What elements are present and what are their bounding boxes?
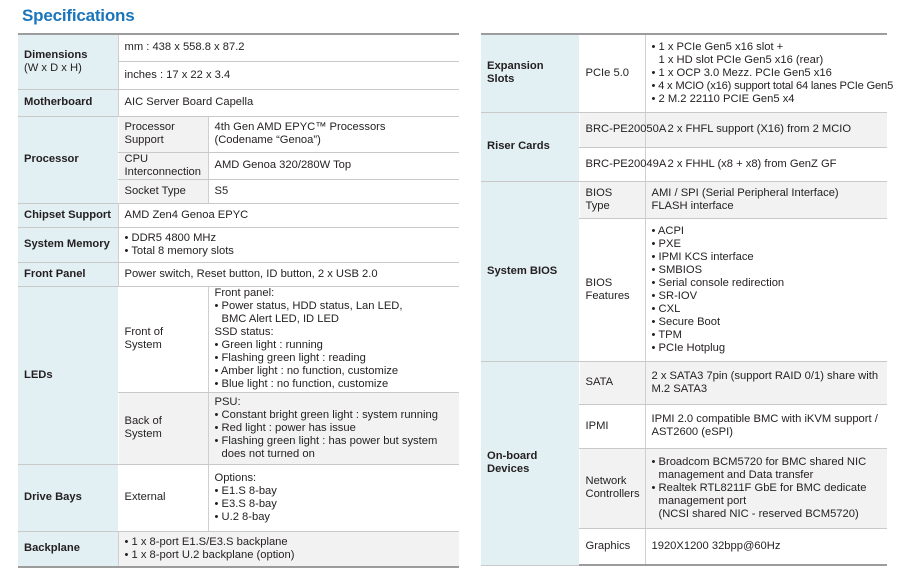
leds-front-line: • Green light : running [214,339,323,351]
leds-back-line: • Constant bright green light : system running [214,408,438,421]
drive-bays-label: Drive Bays [18,464,118,531]
riser-2-model [579,147,667,181]
bios-feature: • Secure Boot [651,315,721,328]
ipmi-label: IPMI [579,404,645,448]
leds-back-value [208,392,459,464]
drive-bays-line: • E3.S 8-bay [214,497,277,510]
expansion-line: 1 x HD slot PCIe Gen5 x16 (rear) [658,53,824,66]
dimensions-label-text: Dimensions [24,48,88,61]
riser-label: Riser Cards [481,112,579,181]
system-memory-value [118,227,459,262]
bios-label: System BIOS [481,181,579,361]
left-spec-table [18,33,459,568]
backplane-label: Backplane [18,531,118,567]
backplane-value [118,531,459,567]
expansion-label: Expansion Slots [481,34,579,112]
chipset-value: AMD Zen4 Genoa EPYC [118,203,459,227]
backplane-line: • 1 x 8-port U.2 backplane (option) [124,548,295,561]
motherboard-value: AIC Server Board Capella [118,89,459,116]
sata-row [481,361,887,404]
leds-front-line: BMC Alert LED, ID LED [221,313,340,325]
ipmi-line: AST2600 (eSPI) [651,426,733,438]
front-panel-value: Power switch, Reset button, ID button, 2 x USB 2.0 [118,262,459,286]
riser-row-1 [481,112,887,147]
front-panel-label: Front Panel [18,262,118,286]
leds-back-label: Back of System [118,392,208,464]
bios-type-value [645,181,887,218]
bios-features-label-line: Features [585,289,630,302]
leds-front-line: • Power status, HDD status, Lan LED, [214,300,403,312]
network-value [645,448,887,528]
cpu-interconnection-value: AMD Genoa 320/280W Top [208,152,459,179]
leds-back-line: does not turned on [221,447,315,460]
leds-front-line: • Amber light : no function, customize [214,365,399,377]
leds-back-line: PSU: [214,395,241,408]
onboard-label [481,361,579,565]
socket-type-value: S5 [208,179,459,203]
page-title: Specifications [22,6,135,25]
leds-back-line: • Red light : power has issue [214,421,356,434]
leds-back-line: • Flashing green light : has power but system [214,434,438,447]
network-line: management and Data transfer [658,468,814,481]
graphics-value: 1920X1200 32bpp@60Hz [645,528,887,565]
dimensions-row-mm [18,34,459,61]
bios-feature: • ACPI [651,224,685,237]
bios-feature: • CXL [651,302,681,315]
leds-front-line: SSD status: [214,326,274,338]
bios-type-row [481,181,887,218]
drive-bays-sub: External [118,464,208,531]
dimensions-inches-value: inches : 17 x 22 x 3.4 [118,61,459,89]
riser-1-model [579,112,667,147]
bios-feature: • Serial console redirection [651,276,785,289]
drive-bays-value [208,464,459,531]
network-line: • Realtek RTL8211F GbE for BMC dedicate [651,481,867,494]
chipset-label: Chipset Support [18,203,118,227]
expansion-line: • 1 x OCP 3.0 Mezz. PCIe Gen5 x16 [651,66,832,79]
expansion-line: • 2 M.2 22110 PCIE Gen5 x4 [651,92,795,105]
bios-feature: • SMBIOS [651,263,703,276]
bios-features-value [645,218,887,361]
riser-2-model-text: BRC-PE20049A [585,157,667,170]
processor-support-value [208,116,459,152]
dimensions-label [18,34,118,89]
right-spec-table [481,33,894,566]
motherboard-label: Motherboard [18,89,118,116]
expansion-sub: PCIe 5.0 [579,34,645,112]
network-line: management port [658,494,747,507]
sata-line: 2 x SATA3 7pin (support RAID 0/1) share with [651,369,879,382]
leds-front-line: • Flashing green light : reading [214,352,366,364]
bios-type-label-line: BIOS [585,186,613,199]
leds-front-value [208,286,459,392]
system-memory-label: System Memory [18,227,118,262]
riser-2-value: 2 x FHHL (x8 + x8) from GenZ GF [645,147,887,181]
dimensions-unit-text: (W x D x H) [24,61,82,74]
socket-type-label: Socket Type [118,179,208,203]
front-panel-row [18,262,459,286]
motherboard-row [18,89,459,116]
bios-feature: • IPMI KCS interface [651,250,754,263]
leds-front-line: • Blue light : no function, customize [214,378,389,390]
ipmi-value [645,404,887,448]
bios-feature: • PXE [651,237,681,250]
network-label-line: Controllers [585,488,640,500]
processor-support-label: Processor Support [118,116,208,152]
ipmi-line: IPMI 2.0 compatible BMC with iKVM support / [651,413,878,425]
onboard-label-line: Devices [487,463,530,475]
memory-line: • DDR5 4800 MHz [124,231,217,244]
onboard-label-line: On-board [487,450,538,462]
drive-bays-row [18,464,459,531]
processor-support-line: 4th Gen AMD EPYC™ Processors [214,121,386,133]
expansion-line: • 1 x PCIe Gen5 x16 slot + [651,40,784,53]
cpu-interconnection-label: CPU Interconnection [118,152,208,179]
leds-label: LEDs [18,286,118,464]
network-line: • Broadcom BCM5720 for BMC shared NIC [651,455,867,468]
processor-support-row [18,116,459,152]
bios-type-value-line: FLASH interface [651,199,734,212]
chipset-row [18,203,459,227]
backplane-line: • 1 x 8-port E1.S/E3.S backplane [124,535,288,548]
network-label [579,448,645,528]
sata-label: SATA [579,361,645,404]
riser-1-model-text: BRC-PE20050A [585,123,667,135]
bios-type-label [579,181,645,218]
bios-feature: • PCIe Hotplug [651,341,726,354]
bios-type-value-line: AMI / SPI (Serial Peripheral Interface) [651,186,839,199]
bios-type-label-line: Type [585,199,610,212]
dimensions-mm-value: mm : 438 x 558.8 x 87.2 [118,34,459,61]
bios-feature: • TPM [651,328,682,341]
riser-1-value: 2 x FHFL support (X16) from 2 MCIO [645,112,887,147]
leds-front-label: Front of System [118,286,208,392]
bios-features-label [579,218,645,361]
expansion-line: • 4 x MCIO (x16) support total 64 lanes PCIe Gen5 [651,79,894,92]
network-label-line: Network [585,475,627,487]
network-line: (NCSI shared NIC - reserved BCM5720) [658,507,859,520]
drive-bays-line: Options: [214,471,257,484]
leds-front-row [18,286,459,392]
backplane-row [18,531,459,567]
bios-feature: • SR-IOV [651,289,698,302]
processor-support-line: (Codename “Genoa”) [214,134,321,146]
sata-line: M.2 SATA3 [651,382,708,395]
graphics-label: Graphics [579,528,645,565]
sata-value [645,361,887,404]
expansion-row [481,34,887,112]
processor-label: Processor [18,116,118,203]
memory-line: • Total 8 memory slots [124,244,234,257]
bios-features-label-line: BIOS [585,276,613,289]
system-memory-row [18,227,459,262]
drive-bays-line: • U.2 8-bay [214,510,271,523]
expansion-value [645,34,894,112]
leds-front-line: Front panel: [214,287,275,299]
drive-bays-line: • E1.S 8-bay [214,484,277,497]
